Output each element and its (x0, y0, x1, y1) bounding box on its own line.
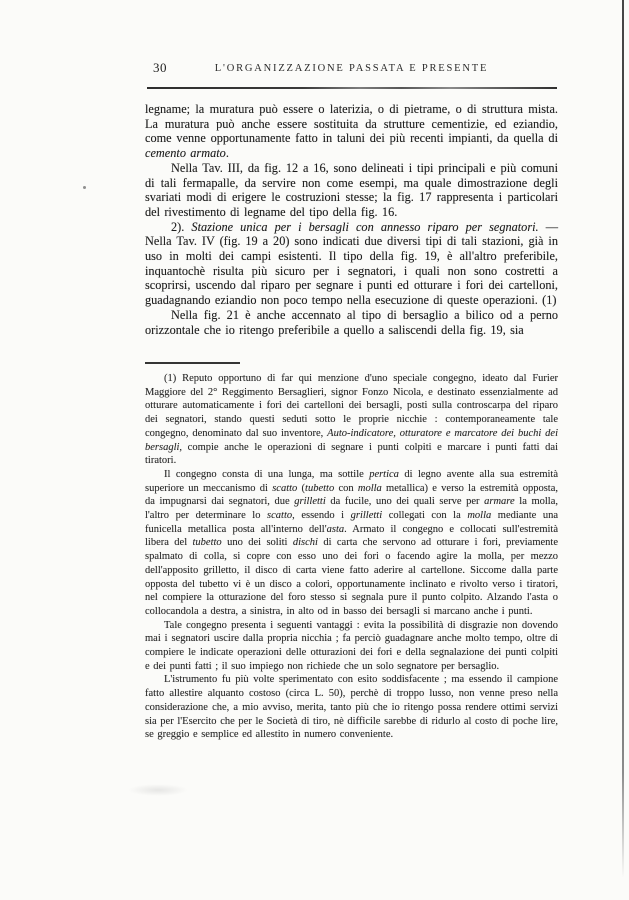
italic-run: grilletti (350, 510, 383, 522)
text-run: . (225, 146, 229, 161)
text-run: 2). (171, 219, 192, 234)
text-run: legname; la muratura può essere o laterizia, o di pietrame, o di struttura mista. La muratura può anche essere sostituita da strutture cementizie, ed eziandio, come venne opportunamente fatto in taluni dei più recenti impianti, da quella di (145, 102, 558, 146)
scan-smudge (128, 784, 188, 796)
paragraph (145, 102, 558, 161)
text-run: . Armato il congegno e collocati sull'estremità libera del (145, 523, 558, 549)
italic-run: tubetto (305, 482, 335, 494)
italic-run: scatto (272, 482, 298, 494)
italic-run: Auto-indicatore, otturatore e marcatore dei buchi dei bersagli (145, 427, 559, 453)
italic-run: tubetto (192, 537, 222, 549)
text-run: — Nella Tav. IV (fig. 19 a 20) sono indicati due diversi tipi di tali stazioni, già in uso in molti dei campi esistenti. Il tipo della fig. 19, è all'altro preferibile, inquantochè risulta più sicuro per i segnatori, i quali non sono costretti a scoprirsi, uscendo dal riparo per segnare i punti ed otturare i fori dei cartelloni, guadagnando eziandio non poco tempo nella esecuzione di queste operazioni. (1) (145, 219, 559, 308)
text-run: di carta che servono ad otturare i fori, previamente spalmato di colla, si copre con esso uno dei fori o facendo agire la molla, per mezzo dell'apposito grilletto, il disco di carta viene fatto aderire al cartellone. Siccome dalla parte opposta del tubetto vi è un disco a colori, opportunamente inclinato e rivolto verso i tiratori, nel compiere la otturazione del foro stesso si segnala pure il punto colpito. Alzando l'asta o collocandola a destra, a sinistra, in alto od in basso dei bersagli si marcano anche i punti. (145, 537, 558, 617)
paragraph (145, 468, 558, 619)
italic-run: molla (467, 510, 492, 522)
text-run: L'istrumento fu più volte sperimentato con esito soddisfacente ; ma essendo il campione fatto allestire alquanto costoso (circa L. 50), perchè di troppo lusso, non venne preso nella considerazione che, a mio avviso, merita, tanto più che io ritengo possa rendere ottimi servizi sia per l'Esercito che per le Società di tiro, nè difficile sarebbe di ridurlo al costo di poche lire, se greggio e semplice ed allestito in numero conveniente. (145, 674, 558, 741)
scan-speck (83, 186, 86, 189)
paragraph (145, 161, 558, 220)
italic-run: asta (326, 523, 345, 535)
text-run: collegati con la (382, 510, 468, 522)
italic-run: armare (484, 496, 515, 508)
running-title: L'ORGANIZZAZIONE PASSATA E PRESENTE (214, 63, 489, 74)
header-rule (147, 87, 557, 89)
text-run: da fucile, uno dei quali serve per (325, 496, 485, 508)
footnote-text (145, 372, 558, 742)
text-run: , essendo i (292, 510, 351, 522)
paragraph (145, 308, 558, 337)
paragraph (145, 372, 558, 468)
text-run: metallica) e verso la estremità opposta, da impugnarsi dai segnatori, due (145, 482, 558, 508)
text-run: di legno avente alla sua estremità superiore un meccanismo di (145, 468, 558, 494)
italic-run: dischi (292, 537, 318, 549)
paragraph (145, 220, 558, 308)
scan-edge-line (622, 0, 624, 878)
italic-run: grilletti (294, 496, 326, 508)
paragraph (145, 673, 558, 742)
text-run: Nella Tav. III, da fig. 12 a 16, sono delineati i tipi principali e più comuni di tali fermapalle, da servire non come esempi, ma quale dimostrazione degli svariati modi di erigere le costruzioni stesse; la fig. 17 rappresenta i particolari del rivestimento di legname del tipo della fig. 16. (145, 160, 558, 219)
text-run: , compie anche le operazioni di segnare i punti colpiti e marcare i punti fatti dai tiratori. (145, 441, 558, 467)
text-run: ( (297, 482, 306, 494)
italic-run: cemento armato (145, 146, 226, 161)
page-number: 30 (153, 60, 167, 75)
text-run: Tale congegno presenta i seguenti vantaggi : evita la possibilità di disgrazie non dovendo mai i segnatori uscire dalla propria nicchia ; fa perciò guadagnare anche molto tempo, oltre di compiere le indicate operazioni delle otturazioni dei fori e della segnalazione dei punti colpiti e dei punti fatti ; il suo impiego non richiede che un solo segnatore per bersaglio. (145, 619, 558, 672)
italic-run: pertica (369, 468, 399, 480)
text-run: (1) Reputo opportuno di far qui menzione d'uno speciale congegno, ideato dal Furier Maggiore del 2° Reggimento Bersaglieri, signor Fonzo Nicola, e destinato essenzialmente ad otturare automaticamente i fori dei cartelloni dei bersagli, posti sulla controscarpa del riparo dei segnatori, stando questi seduti sotto le proprie nicchie : contemporaneamente tale congegno, denominato dal suo inventore, (145, 373, 558, 439)
text-run: la molla, l'altro per determinare lo (145, 496, 558, 522)
italic-run: scatto (267, 510, 293, 522)
text-run: uno dei soliti (221, 537, 293, 549)
text-run: mediante una funicella metallica posta all'interno dell' (145, 510, 559, 535)
paragraph (145, 619, 558, 674)
footnote-separator-rule (145, 362, 240, 364)
text-run: con (334, 482, 358, 494)
italic-run: molla (357, 482, 382, 494)
text-run: Il congegno consta di una lunga, ma sottile (164, 468, 370, 480)
body-text (145, 102, 558, 337)
italic-run: Stazione unica per i bersagli con annesso riparo per segnatori. (191, 219, 539, 234)
text-run: Nella fig. 21 è anche accennato al tipo di bersaglio a bilico od a perno orizzontale che io ritengo preferibile a quello a saliscendi della fig. 19, sia (145, 307, 558, 337)
running-header (145, 60, 558, 76)
